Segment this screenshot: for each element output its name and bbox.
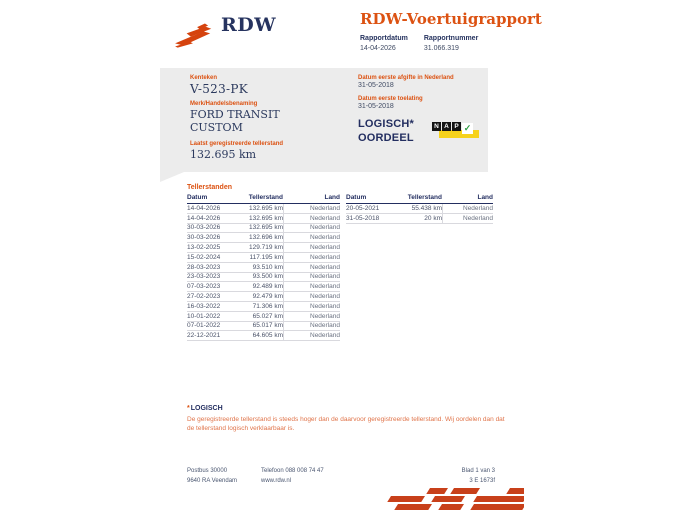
footnote-heading	[187, 405, 509, 412]
vehicle-dates-judgement	[358, 75, 480, 145]
table-row	[187, 331, 340, 341]
footnote-heading-text: LOGISCH	[190, 405, 223, 412]
report-number-value: 31.066.319	[423, 45, 459, 52]
table-row	[187, 253, 340, 263]
report-date-label: Rapportdatum	[360, 35, 408, 42]
land-cell: Nederland	[283, 253, 340, 262]
speed-stripes-graphic	[382, 488, 524, 511]
report-date-value: 14-04-2026	[360, 45, 396, 52]
tellerstand-value: 132.695 km	[190, 148, 257, 161]
datum-cell: 22-12-2021	[187, 332, 221, 340]
table-row	[187, 273, 340, 283]
tellerstanden-tables	[187, 194, 493, 341]
nap-check-icon: ✓	[463, 123, 472, 133]
land-cell: Nederland	[283, 243, 340, 252]
merk-line1: FORD TRANSIT	[190, 108, 280, 121]
datum-cell: 20-05-2021	[346, 204, 380, 212]
column-header-land: Land	[477, 194, 493, 201]
tellerstanden-table-left	[187, 194, 340, 341]
vehicle-summary-card	[160, 68, 488, 172]
tellerstand-cell: 64.605 km	[252, 332, 283, 340]
datum-cell: 27-02-2023	[187, 293, 221, 301]
table-row	[187, 322, 340, 332]
land-cell: Nederland	[283, 204, 340, 213]
datum-cell: 15-02-2024	[187, 253, 221, 261]
rdw-logo-text: RDW	[221, 14, 277, 36]
column-header-datum: Datum	[346, 194, 367, 201]
datum-cell: 16-03-2022	[187, 302, 221, 310]
merk-label: Merk/Handelsbenaming	[190, 101, 258, 107]
nap-letter-p: P	[452, 122, 461, 131]
tellerstand-cell: 129.719 km	[249, 244, 283, 252]
card-speech-tail	[160, 172, 184, 182]
land-cell: Nederland	[283, 292, 340, 301]
footer-phone: Telefoon 088 008 74 47	[261, 468, 324, 474]
table-row	[187, 224, 340, 234]
report-title: RDW-Voertuigrapport	[360, 10, 542, 28]
column-header-datum: Datum	[187, 194, 208, 201]
footnote-body: De geregistreerde tellerstand is steeds hoger dan de daarvoor geregistreerde tellerstand. Wij oordelen dan dat de tellerstand logisch verklaarbaar is.	[187, 416, 505, 432]
logisch-footnote	[187, 405, 509, 433]
nap-letters	[432, 122, 473, 134]
rdw-eagle-icon	[173, 22, 217, 48]
land-cell: Nederland	[283, 214, 340, 223]
merk-line2: CUSTOM	[190, 121, 243, 134]
afgifte-label: Datum eerste afgifte in Nederland	[358, 75, 454, 81]
tellerstand-cell: 20 km	[424, 214, 442, 222]
datum-cell: 31-05-2018	[346, 214, 380, 222]
table-row	[346, 204, 493, 214]
datum-cell: 14-04-2026	[187, 204, 221, 212]
kenteken-label: Kenteken	[190, 75, 218, 81]
toelating-value: 31-05-2018	[358, 103, 394, 110]
datum-cell: 30-03-2026	[187, 234, 221, 242]
tellerstand-cell: 71.306 km	[252, 302, 283, 310]
tellerstanden-table-right	[346, 194, 493, 341]
column-header-tellerstand: Tellerstand	[407, 194, 442, 201]
datum-cell: 30-03-2026	[187, 224, 221, 232]
land-cell: Nederland	[283, 282, 340, 291]
footer-form-code: 3 E 1673f	[469, 478, 495, 484]
table-row	[187, 282, 340, 292]
tellerstand-label: Laatst geregistreerde tellerstand	[190, 141, 284, 147]
datum-cell: 10-01-2022	[187, 312, 221, 320]
afgifte-value: 31-05-2018	[358, 82, 394, 89]
land-cell: Nederland	[283, 302, 340, 311]
footer-address-line2: 9640 RA Veendam	[187, 478, 238, 484]
nap-logo	[432, 122, 480, 140]
tellerstand-cell: 132.695 km	[249, 204, 283, 212]
nap-letter-n: N	[432, 122, 441, 131]
nap-letter-a: A	[442, 122, 451, 131]
report-number-label: Rapportnummer	[423, 35, 479, 42]
vehicle-identity	[190, 75, 350, 161]
tellerstand-cell: 93.510 km	[252, 263, 283, 271]
datum-cell: 07-01-2022	[187, 322, 221, 330]
column-header-tellerstand: Tellerstand	[248, 194, 283, 201]
datum-cell: 23-03-2023	[187, 273, 221, 281]
merk-value	[190, 108, 350, 134]
tellerstand-cell: 65.017 km	[252, 322, 283, 330]
table-row	[187, 302, 340, 312]
tellerstand-cell: 132.695 km	[249, 224, 283, 232]
kenteken-value: V-523-PK	[190, 82, 249, 96]
tellerstand-cell: 117.195 km	[249, 253, 283, 261]
tellerstand-cell: 55.438 km	[411, 204, 442, 212]
table-header-row	[346, 194, 493, 204]
land-cell: Nederland	[283, 322, 340, 331]
footer-website-link[interactable]: www.rdw.nl	[261, 478, 292, 484]
footer-address-line1: Postbus 30000	[187, 468, 228, 474]
oordeel-line2: OORDEEL	[358, 132, 414, 144]
report-meta	[360, 35, 478, 52]
table-header-row	[187, 194, 340, 204]
table-row	[346, 214, 493, 224]
land-cell: Nederland	[283, 273, 340, 282]
land-cell: Nederland	[283, 233, 340, 242]
table-row	[187, 263, 340, 273]
footnote-asterisk: *	[187, 405, 190, 412]
table-body-right	[346, 204, 493, 224]
tellerstanden-heading: Tellerstanden	[187, 184, 232, 191]
table-row	[187, 243, 340, 253]
land-cell: Nederland	[283, 312, 340, 321]
land-cell: Nederland	[283, 331, 340, 340]
rdw-logo	[173, 12, 293, 52]
tellerstand-cell: 65.027 km	[252, 312, 283, 320]
table-row	[187, 214, 340, 224]
tellerstand-cell: 132.696 km	[249, 234, 283, 242]
land-cell: Nederland	[442, 204, 493, 213]
oordeel-line1: LOGISCH*	[358, 118, 414, 130]
tellerstand-cell: 132.695 km	[249, 214, 283, 222]
table-row	[187, 312, 340, 322]
land-cell: Nederland	[283, 224, 340, 233]
footer-address	[187, 466, 237, 486]
tellerstand-cell: 92.489 km	[252, 283, 283, 291]
datum-cell: 13-02-2025	[187, 244, 221, 252]
datum-cell: 14-04-2026	[187, 214, 221, 222]
report-date-field	[360, 35, 408, 52]
table-row	[187, 204, 340, 214]
table-row	[187, 292, 340, 302]
datum-cell: 07-03-2023	[187, 283, 221, 291]
footer-page-info	[395, 466, 495, 486]
datum-cell: 28-03-2023	[187, 263, 221, 271]
column-header-land: Land	[324, 194, 340, 201]
tellerstand-cell: 93.500 km	[252, 273, 283, 281]
footer-contact	[261, 466, 324, 486]
report-number-field	[424, 35, 478, 52]
toelating-label: Datum eerste toelating	[358, 96, 423, 102]
table-row	[187, 233, 340, 243]
land-cell: Nederland	[442, 214, 493, 223]
tellerstand-cell: 92.479 km	[252, 293, 283, 301]
footer-page-number: Blad 1 van 3	[461, 468, 495, 474]
table-body-left	[187, 204, 340, 341]
land-cell: Nederland	[283, 263, 340, 272]
